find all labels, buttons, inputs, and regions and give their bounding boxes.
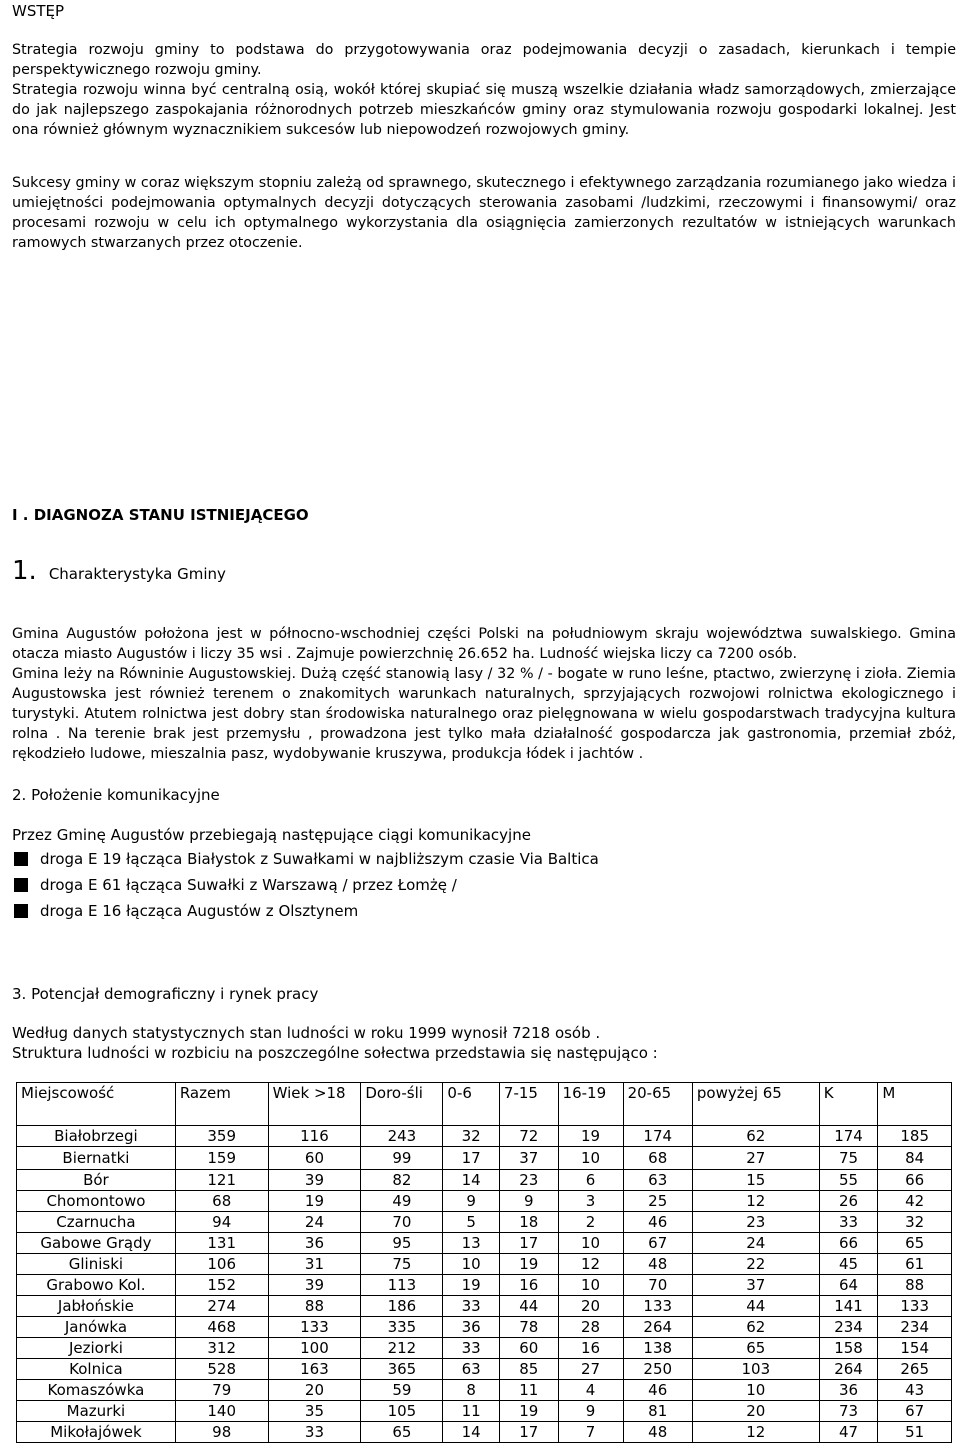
table-cell-value: 37 [499,1147,558,1170]
table-cell-value: 62 [692,1126,819,1147]
table-cell-value: 158 [819,1338,878,1359]
table-cell-value: 22 [692,1254,819,1275]
table-cell-value: 78 [499,1317,558,1338]
header-m: M [878,1083,952,1126]
table-cell-locality: Biernatki [17,1147,176,1170]
subsection-1-header [12,556,226,586]
table-row [17,1296,952,1317]
table-cell-value: 43 [878,1380,952,1401]
table-cell-value: 28 [558,1317,623,1338]
table-cell-value: 17 [499,1422,558,1443]
table-row [17,1401,952,1422]
table-cell-value: 95 [361,1233,443,1254]
table-cell-value: 68 [175,1191,268,1212]
table-cell-value: 23 [692,1212,819,1233]
table-cell-value: 33 [268,1422,361,1443]
intro-paragraph-2 [12,80,956,140]
table-cell-locality: Gliniski [17,1254,176,1275]
table-cell-value: 264 [623,1317,692,1338]
header-7-15: 7-15 [499,1083,558,1126]
section2-title: 2. Położenie komunikacyjne [12,786,220,804]
table-cell-locality: Chomontowo [17,1191,176,1212]
table-cell-value: 99 [361,1147,443,1170]
table-row [17,1170,952,1191]
table-cell-value: 9 [558,1401,623,1422]
table-cell-value: 10 [558,1233,623,1254]
table-cell-value: 10 [558,1275,623,1296]
table-cell-value: 70 [361,1212,443,1233]
road-list-item [14,850,599,868]
table-cell-value: 234 [819,1317,878,1338]
header-razem: Razem [175,1083,268,1126]
table-cell-locality: Janówka [17,1317,176,1338]
table-cell-value: 88 [268,1296,361,1317]
table-header-row [17,1083,952,1126]
table-cell-value: 65 [878,1233,952,1254]
table-cell-value: 39 [268,1275,361,1296]
table-cell-value: 60 [268,1147,361,1170]
table-cell-value: 250 [623,1359,692,1380]
table-cell-value: 60 [499,1338,558,1359]
table-cell-value: 116 [268,1126,361,1147]
table-cell-value: 72 [499,1126,558,1147]
table-cell-value: 10 [558,1147,623,1170]
road-text: droga E 61 łącząca Suwałki z Warszawą / przez Łomżę / [40,876,457,894]
table-cell-value: 26 [819,1191,878,1212]
table-cell-value: 138 [623,1338,692,1359]
table-cell-value: 63 [443,1359,500,1380]
table-cell-locality: Kolnica [17,1359,176,1380]
header-0-6: 0-6 [443,1083,500,1126]
table-cell-value: 19 [558,1126,623,1147]
table-cell-value: 70 [623,1275,692,1296]
table-cell-value: 31 [268,1254,361,1275]
table-row [17,1338,952,1359]
table-cell-value: 24 [268,1212,361,1233]
population-table-body [17,1126,952,1443]
table-cell-value: 81 [623,1401,692,1422]
road-text: droga E 16 łącząca Augustów z Olsztynem [40,902,359,920]
table-cell-value: 65 [692,1338,819,1359]
table-cell-locality: Bór [17,1170,176,1191]
table-row [17,1254,952,1275]
table-cell-value: 13 [443,1233,500,1254]
table-cell-value: 365 [361,1359,443,1380]
table-cell-value: 20 [268,1380,361,1401]
table-cell-value: 243 [361,1126,443,1147]
table-cell-value: 100 [268,1338,361,1359]
table-cell-value: 7 [558,1422,623,1443]
table-cell-value: 16 [499,1275,558,1296]
table-cell-value: 2 [558,1212,623,1233]
table-cell-value: 33 [819,1212,878,1233]
table-cell-value: 33 [443,1296,500,1317]
header-16-19: 16-19 [558,1083,623,1126]
table-cell-value: 94 [175,1212,268,1233]
table-cell-value: 234 [878,1317,952,1338]
bullet-square-icon [14,878,28,892]
table-cell-value: 17 [443,1147,500,1170]
section1-p2-text: Gmina leży na Równinie Augustowskiej. Dużą część stanowią lasy / 32 % / - bogate w runo leśne, ptactwo, zwierzynę i zioła. Ziemia Augustowska jest również terenem o znakomitych warunkach naturalnych, sprzyjających rozwojowi rolnictwa ekologicznego i turystyki. Atutem rolnictwa jest dobry stan środowiska naturalnego oraz pielęgnowana w wielu gospodarstwach tradycyjna kultura rolna . Na terenie brak jest przemysłu , prowadzona jest tylko mała działalność gospodarcza jak gastronomia, przemiał zbóż, rękodzieło ludowe, mieszalnia pasz, wydobywanie kruszywa, produkcja łódek i jachtów . [12,666,956,762]
table-cell-locality: Czarnucha [17,1212,176,1233]
table-cell-value: 121 [175,1170,268,1191]
table-cell-value: 75 [361,1254,443,1275]
table-cell-value: 12 [558,1254,623,1275]
table-cell-value: 37 [692,1275,819,1296]
table-cell-value: 36 [268,1233,361,1254]
table-cell-value: 68 [623,1147,692,1170]
table-cell-value: 10 [692,1380,819,1401]
table-cell-value: 141 [819,1296,878,1317]
table-cell-locality: Jeziorki [17,1338,176,1359]
table-cell-value: 20 [558,1296,623,1317]
table-cell-value: 133 [878,1296,952,1317]
table-cell-value: 79 [175,1380,268,1401]
table-cell-locality: Mikołajówek [17,1422,176,1443]
bullet-square-icon [14,904,28,918]
intro-p2-text: Strategia rozwoju winna być centralną osią, wokół której skupiać się muszą wszelkie działania władz samorządowych, zmierzające do jak najlepszego zaspokajania różnorodnych potrzeb mieszkańców gminy oraz stymulowania rozwoju gospodarki lokalnej. Jest ona również głównym wyznacznikiem sukcesów lub niepowodzeń rozwojowych gminy. [12,82,956,138]
table-cell-value: 103 [692,1359,819,1380]
table-row [17,1212,952,1233]
table-cell-value: 9 [443,1191,500,1212]
table-cell-value: 32 [443,1126,500,1147]
table-row [17,1317,952,1338]
table-cell-locality: Grabowo Kol. [17,1275,176,1296]
table-cell-value: 15 [692,1170,819,1191]
section3-title: 3. Potencjał demograficzny i rynek pracy [12,985,319,1003]
table-cell-value: 174 [623,1126,692,1147]
table-cell-value: 46 [623,1380,692,1401]
table-cell-value: 44 [499,1296,558,1317]
table-cell-value: 36 [819,1380,878,1401]
table-cell-value: 42 [878,1191,952,1212]
table-cell-value: 18 [499,1212,558,1233]
intro-paragraph-1 [12,40,956,80]
table-cell-value: 468 [175,1317,268,1338]
table-cell-value: 19 [268,1191,361,1212]
intro-heading: WSTĘP [12,2,65,20]
subsection-1-number: 1. [12,556,37,586]
table-cell-locality: Białobrzegi [17,1126,176,1147]
table-cell-value: 48 [623,1422,692,1443]
table-cell-value: 10 [443,1254,500,1275]
table-cell-value: 11 [443,1401,500,1422]
table-row [17,1422,952,1443]
table-cell-value: 47 [819,1422,878,1443]
road-list-item [14,876,457,894]
table-cell-value: 312 [175,1338,268,1359]
table-row [17,1147,952,1170]
road-text: droga E 19 łącząca Białystok z Suwałkami w najbliższym czasie Via Baltica [40,850,599,868]
road-list-item [14,902,358,920]
table-cell-value: 335 [361,1317,443,1338]
table-cell-value: 51 [878,1422,952,1443]
table-cell-value: 27 [692,1147,819,1170]
section3-paragraph-1: Według danych statystycznych stan ludności w roku 1999 wynosił 7218 osób . [12,1024,601,1042]
header-k: K [819,1083,878,1126]
table-row [17,1126,952,1147]
header-powyzej-65: powyżej 65 [692,1083,819,1126]
header-wiek: Wiek >18 [268,1083,361,1126]
table-cell-value: 9 [499,1191,558,1212]
table-cell-locality: Komaszówka [17,1380,176,1401]
table-cell-locality: Jabłońskie [17,1296,176,1317]
table-cell-value: 73 [819,1401,878,1422]
table-cell-value: 14 [443,1170,500,1191]
table-cell-value: 186 [361,1296,443,1317]
table-row [17,1233,952,1254]
population-table [16,1082,952,1443]
table-cell-value: 63 [623,1170,692,1191]
table-cell-value: 528 [175,1359,268,1380]
section1-p1-text: Gmina Augustów położona jest w północno-wschodniej części Polski na południowym skraju województwa suwalskiego. Gmina otacza miasto Augustów i liczy 35 wsi . Zajmuje powierzchnię 26.652 ha. Ludność wiejska liczy ca 7200 osób. [12,626,956,662]
table-cell-value: 82 [361,1170,443,1191]
table-cell-value: 62 [692,1317,819,1338]
table-cell-value: 64 [819,1275,878,1296]
table-cell-value: 67 [623,1233,692,1254]
table-cell-value: 35 [268,1401,361,1422]
table-cell-value: 140 [175,1401,268,1422]
table-cell-value: 84 [878,1147,952,1170]
header-dorosli: Doro-śli [361,1083,443,1126]
table-cell-value: 5 [443,1212,500,1233]
table-cell-value: 65 [361,1422,443,1443]
table-cell-value: 133 [623,1296,692,1317]
table-cell-value: 16 [558,1338,623,1359]
table-row [17,1275,952,1296]
table-cell-value: 105 [361,1401,443,1422]
table-cell-value: 212 [361,1338,443,1359]
table-cell-value: 19 [499,1254,558,1275]
table-cell-value: 67 [878,1401,952,1422]
table-cell-value: 25 [623,1191,692,1212]
table-cell-locality: Mazurki [17,1401,176,1422]
table-cell-value: 131 [175,1233,268,1254]
table-cell-value: 4 [558,1380,623,1401]
table-cell-value: 85 [499,1359,558,1380]
bullet-square-icon [14,852,28,866]
table-cell-value: 152 [175,1275,268,1296]
table-cell-value: 66 [878,1170,952,1191]
table-cell-locality: Gabowe Grądy [17,1233,176,1254]
intro-paragraph-3 [12,173,956,253]
section3-paragraph-2: Struktura ludności w rozbiciu na poszczególne sołectwa przedstawia się następująco : [12,1044,658,1062]
table-cell-value: 12 [692,1422,819,1443]
table-cell-value: 32 [878,1212,952,1233]
table-cell-value: 264 [819,1359,878,1380]
intro-p1-text: Strategia rozwoju gminy to podstawa do przygotowywania oraz podejmowania decyzji o zasadach, kierunkach i tempie perspektywicznego rozwoju gminy. [12,42,956,78]
table-row [17,1359,952,1380]
section1-paragraph-2 [12,664,956,764]
table-cell-value: 11 [499,1380,558,1401]
table-cell-value: 75 [819,1147,878,1170]
table-cell-value: 55 [819,1170,878,1191]
table-cell-value: 163 [268,1359,361,1380]
header-miejscowosc: Miejscowość [17,1083,176,1126]
table-cell-value: 24 [692,1233,819,1254]
table-cell-value: 44 [692,1296,819,1317]
table-cell-value: 185 [878,1126,952,1147]
subsection-1-title: Charakterystyka Gminy [48,565,226,583]
table-cell-value: 39 [268,1170,361,1191]
table-cell-value: 359 [175,1126,268,1147]
table-cell-value: 174 [819,1126,878,1147]
table-cell-value: 20 [692,1401,819,1422]
table-cell-value: 59 [361,1380,443,1401]
table-cell-value: 113 [361,1275,443,1296]
table-cell-value: 133 [268,1317,361,1338]
table-row [17,1380,952,1401]
table-cell-value: 48 [623,1254,692,1275]
table-cell-value: 12 [692,1191,819,1212]
table-cell-value: 23 [499,1170,558,1191]
table-cell-value: 61 [878,1254,952,1275]
table-cell-value: 98 [175,1422,268,1443]
table-row [17,1191,952,1212]
section2-intro: Przez Gminę Augustów przebiegają następujące ciągi komunikacyjne [12,826,531,844]
table-cell-value: 274 [175,1296,268,1317]
table-cell-value: 8 [443,1380,500,1401]
table-cell-value: 3 [558,1191,623,1212]
section-diagnoza-title: I . DIAGNOZA STANU ISTNIEJĄCEGO [12,506,309,524]
table-cell-value: 159 [175,1147,268,1170]
table-cell-value: 36 [443,1317,500,1338]
table-cell-value: 154 [878,1338,952,1359]
intro-p3-text: Sukcesy gminy w coraz większym stopniu zależą od sprawnego, skutecznego i efektywnego zarządzania rozumianego jako wiedza i umiejętności podejmowania optymalnych decyzji dotyczących sterowania zasobami /ludzkimi, rzeczowymi i finansowymi/ oraz procesami rozwoju w celu ich optymalnego wykorzystania dla osiągnięcia zamierzonych rezultatów w istniejących warunkach ramowych stwarzanych przez otoczenie. [12,175,956,251]
table-cell-value: 45 [819,1254,878,1275]
table-cell-value: 265 [878,1359,952,1380]
table-cell-value: 19 [443,1275,500,1296]
table-cell-value: 46 [623,1212,692,1233]
table-cell-value: 106 [175,1254,268,1275]
table-cell-value: 14 [443,1422,500,1443]
table-cell-value: 19 [499,1401,558,1422]
table-cell-value: 6 [558,1170,623,1191]
header-20-65: 20-65 [623,1083,692,1126]
table-cell-value: 49 [361,1191,443,1212]
table-cell-value: 66 [819,1233,878,1254]
table-cell-value: 33 [443,1338,500,1359]
table-cell-value: 17 [499,1233,558,1254]
section1-paragraph-1 [12,624,956,664]
table-cell-value: 88 [878,1275,952,1296]
table-cell-value: 27 [558,1359,623,1380]
